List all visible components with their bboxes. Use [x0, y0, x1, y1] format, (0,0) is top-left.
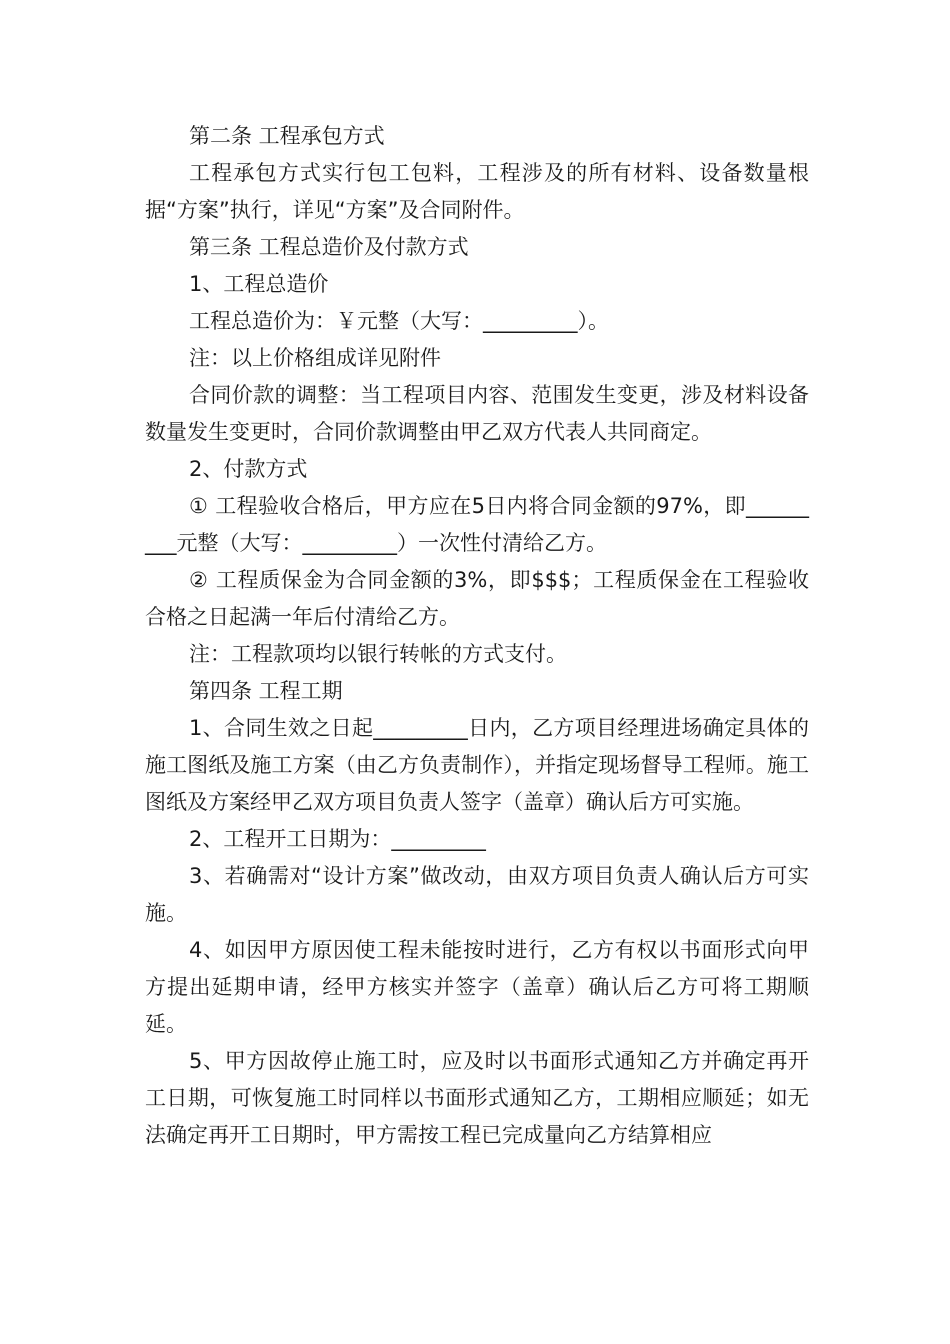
payment-item-1: ① 工程验收合格后，甲方应在5日内将合同金额的97%，即_________元整（大写：_________）一次性付清给乙方。: [145, 494, 809, 555]
schedule-item-3: 3、若确需对“设计方案”做改动，由双方项目负责人确认后方可实施。: [145, 864, 809, 925]
article-4-heading: 第四条 工程工期: [189, 679, 343, 703]
schedule-item-5: 5、甲方因故停止施工时，应及时以书面形式通知乙方并确定再开工日期，可恢复施工时同样以书面形式通知乙方，工期相应顺延；如无法确定再开工日期时，甲方需按工程已完成量向乙方结算相应: [145, 1049, 809, 1147]
document-page: [145, 118, 809, 1154]
schedule-item-4: 4、如因甲方原因使工程未能按时进行，乙方有权以书面形式向甲方提出延期申请，经甲方核实并签字（盖章）确认后乙方可将工期顺延。: [145, 938, 809, 1036]
article-2-heading: 第二条 工程承包方式: [189, 124, 385, 148]
price-adjustment-paragraph: 合同价款的调整：当工程项目内容、范围发生变更，涉及材料设备数量发生变更时，合同价款调整由甲乙双方代表人共同商定。: [145, 383, 809, 444]
total-cost-amount: 工程总造价为：￥元整（大写：_________）。: [189, 309, 609, 333]
payment-note: 注：工程款项均以银行转帐的方式支付。: [189, 642, 567, 666]
schedule-item-2: 2、工程开工日期为：_________: [189, 827, 486, 851]
contracting-method-paragraph: 工程承包方式实行包工包料，工程涉及的所有材料、设备数量根据“方案”执行，详见“方案”及合同附件。: [145, 161, 809, 222]
total-cost-subheading: 1、工程总造价: [189, 272, 329, 296]
price-note: 注：以上价格组成详见附件: [189, 346, 441, 370]
article-3-heading: 第三条 工程总造价及付款方式: [189, 235, 469, 259]
schedule-item-1: 1、合同生效之日起_________日内，乙方项目经理进场确定具体的施工图纸及施工方案（由乙方负责制作），并指定现场督导工程师。施工图纸及方案经甲乙双方项目负责人签字（盖章）确认后方可实施。: [145, 716, 809, 814]
payment-item-2: ② 工程质保金为合同金额的3%，即$$$；工程质保金在工程验收合格之日起满一年后付清给乙方。: [145, 568, 809, 629]
payment-method-subheading: 2、付款方式: [189, 457, 308, 481]
